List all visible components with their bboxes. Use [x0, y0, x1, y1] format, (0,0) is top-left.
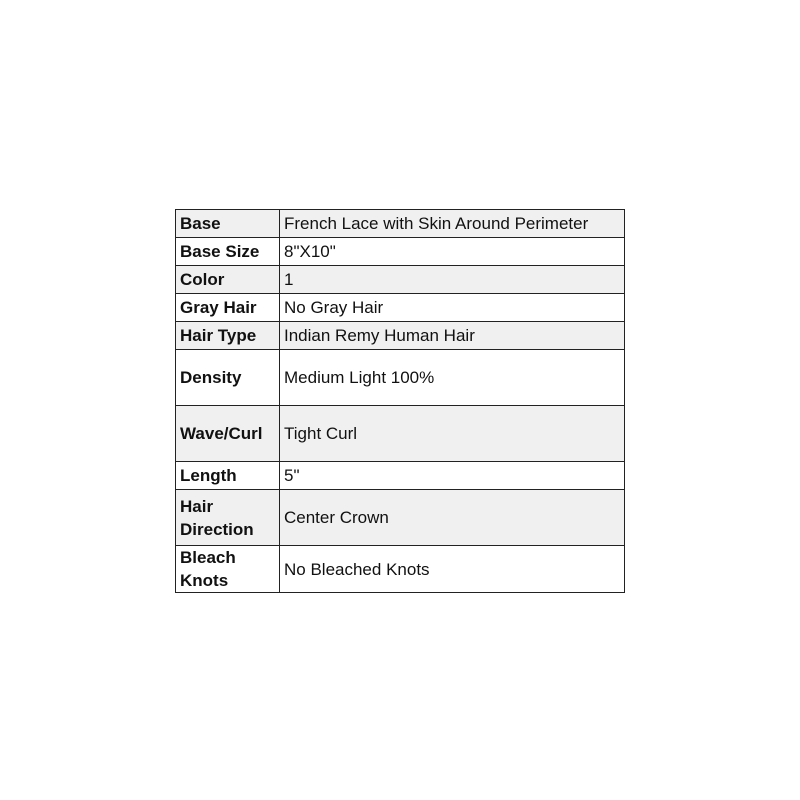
spec-value: Tight Curl	[280, 406, 625, 462]
spec-row-base-size	[176, 238, 625, 266]
spec-value: 8"X10"	[280, 238, 625, 266]
spec-row-color	[176, 266, 625, 294]
spec-label: Hair Type	[176, 322, 280, 350]
spec-value: Center Crown	[280, 490, 625, 546]
spec-row-base	[176, 210, 625, 238]
spec-value: Medium Light 100%	[280, 350, 625, 406]
spec-row-gray-hair	[176, 294, 625, 322]
spec-value: French Lace with Skin Around Perimeter	[280, 210, 625, 238]
spec-row-density	[176, 350, 625, 406]
spec-row-length	[176, 462, 625, 490]
product-spec-table	[175, 209, 625, 593]
spec-value: No Gray Hair	[280, 294, 625, 322]
spec-row-hair-direction	[176, 490, 625, 546]
spec-label: Hair Direction	[176, 490, 280, 546]
spec-label: Gray Hair	[176, 294, 280, 322]
spec-label: Wave/Curl	[176, 406, 280, 462]
spec-value: No Bleached Knots	[280, 546, 625, 593]
spec-value: Indian Remy Human Hair	[280, 322, 625, 350]
spec-label: Bleach Knots	[176, 546, 280, 593]
spec-label: Length	[176, 462, 280, 490]
spec-row-hair-type	[176, 322, 625, 350]
spec-label: Base	[176, 210, 280, 238]
spec-label: Density	[176, 350, 280, 406]
spec-row-bleach-knots	[176, 546, 625, 593]
spec-value: 1	[280, 266, 625, 294]
spec-value: 5"	[280, 462, 625, 490]
spec-row-wave-curl	[176, 406, 625, 462]
spec-label: Base Size	[176, 238, 280, 266]
spec-label: Color	[176, 266, 280, 294]
